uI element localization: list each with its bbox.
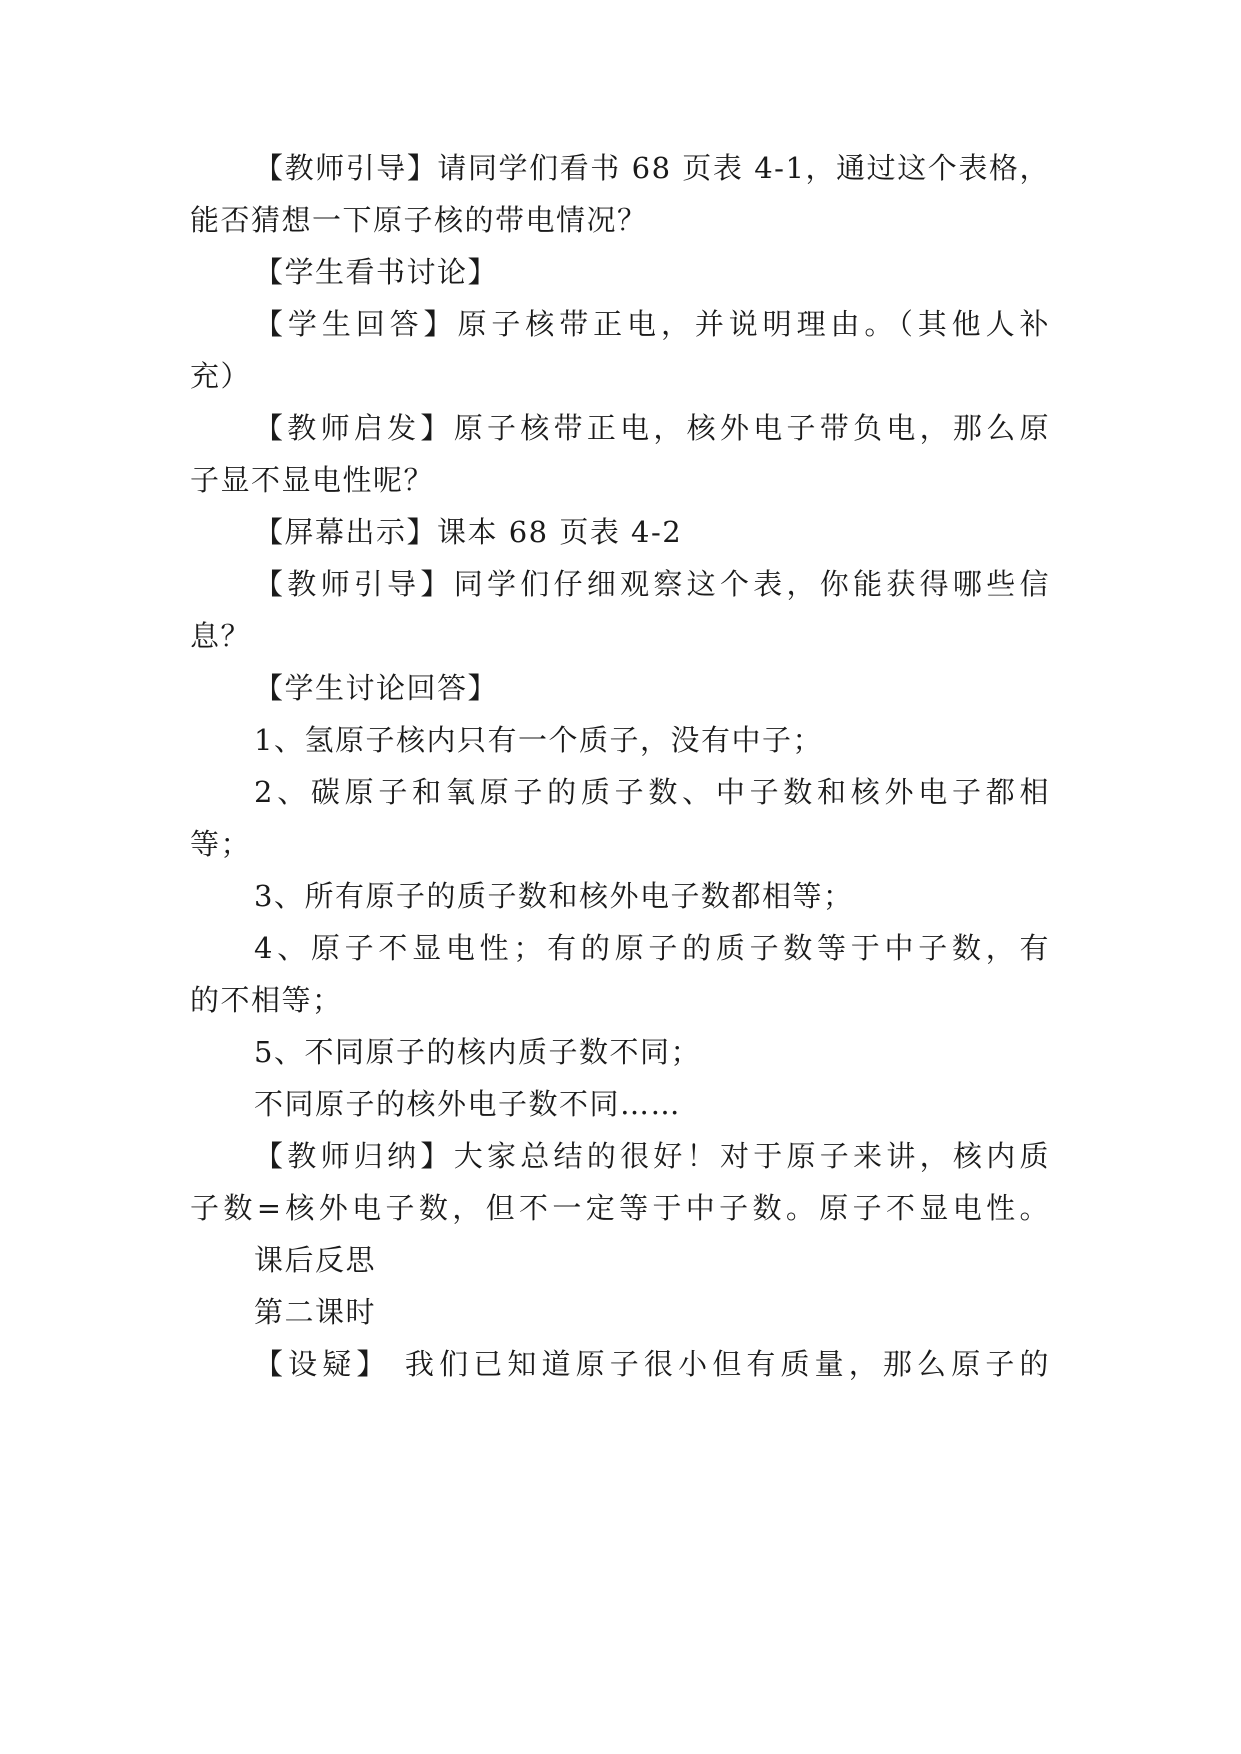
text-line: 子显不显电性呢？ [190, 463, 435, 497]
section-heading: 课后反思 [254, 1243, 377, 1277]
text-line: 【学生讨论回答】 [254, 671, 499, 705]
text-line: 【屏幕出示】课本 68 页表 4-2 [254, 515, 683, 549]
text-line: 不同原子的核外电子数不同…… [254, 1087, 682, 1121]
text-line: 【教师启发】原子核带正电，核外电子带负电，那么原 [254, 411, 1050, 445]
text-line: 5、不同原子的核内质子数不同； [254, 1035, 701, 1069]
section-heading: 第二课时 [254, 1295, 377, 1329]
text-line: 的不相等； [190, 983, 343, 1017]
text-line: 【学生回答】原子核带正电，并说明理由。（其他人补 [254, 307, 1050, 341]
text-line: 【教师归纳】大家总结的很好！对于原子来讲，核内质 [254, 1139, 1050, 1173]
text-line: 2、碳原子和氧原子的质子数、中子数和核外电子都相 [254, 775, 1050, 809]
text-line: 子数=核外电子数，但不一定等于中子数。原子不显电性。 [190, 1191, 1050, 1225]
text-line: 3、所有原子的质子数和核外电子数都相等； [254, 879, 854, 913]
text-line: 【教师引导】同学们仔细观察这个表，你能获得哪些信 [254, 567, 1050, 601]
text-line: 充） [190, 359, 252, 393]
text-line: 1、氢原子核内只有一个质子，没有中子； [254, 723, 823, 757]
text-line: 息？ [190, 619, 252, 653]
text-line: 【学生看书讨论】 [254, 255, 499, 289]
text-line: 4、原子不显电性；有的原子的质子数等于中子数，有 [254, 931, 1050, 965]
text-line: 【教师引导】请同学们看书 68 页表 4-1，通过这个表格， [254, 151, 1050, 185]
text-line: 【设疑】 我们已知道原子很小但有质量，那么原子的 [254, 1347, 1050, 1381]
text-line: 能否猜想一下原子核的带电情况？ [190, 203, 648, 237]
text-line: 等； [190, 827, 252, 861]
